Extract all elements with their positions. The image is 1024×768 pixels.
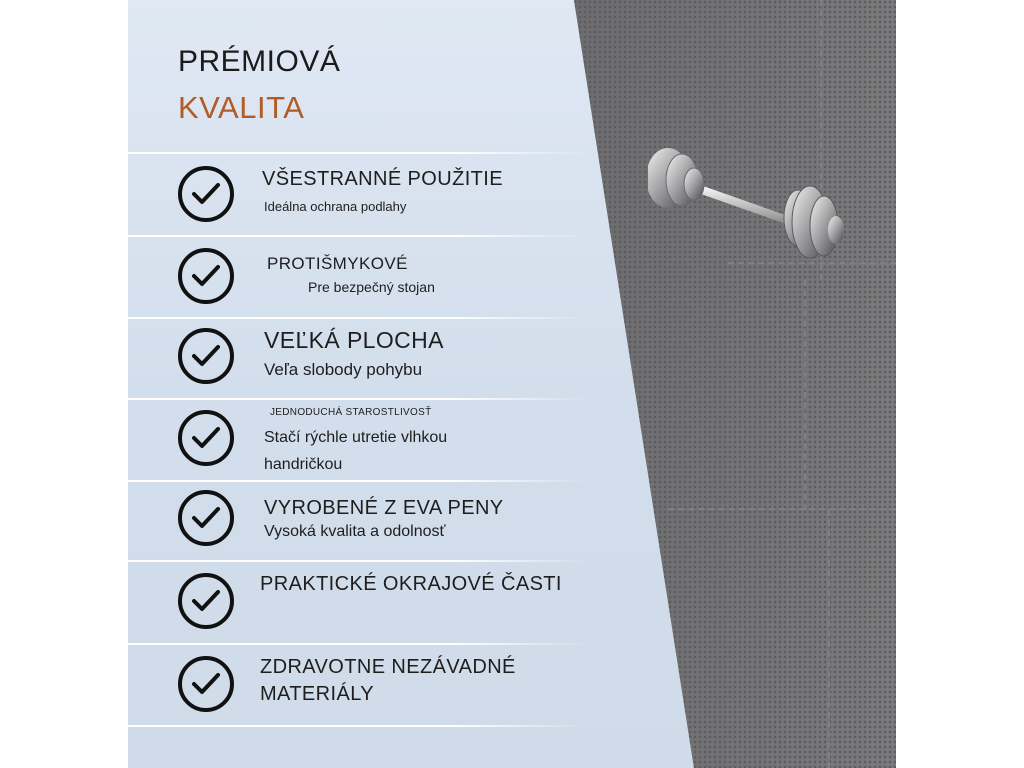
title-line-2: KVALITA	[178, 90, 305, 125]
check-circle-icon	[178, 410, 234, 466]
mat-seam	[668, 508, 896, 510]
feature-subtext: Stačí rýchle utretie vlhkou	[264, 429, 448, 446]
check-circle-icon	[178, 166, 234, 222]
divider	[128, 480, 588, 482]
feature-subtext: Ideálna ochrana podlahy	[264, 199, 407, 214]
dumbbell-image	[648, 138, 848, 268]
feature-subtext: Veľa slobody pohybu	[264, 360, 423, 379]
check-circle-icon	[178, 248, 234, 304]
divider	[128, 725, 588, 727]
check-circle-icon	[178, 328, 234, 384]
divider	[128, 317, 588, 319]
feature-heading: PROTIŠMYKOVÉ	[267, 254, 408, 273]
divider	[128, 152, 588, 154]
divider	[128, 398, 588, 400]
feature-subtext: Vysoká kvalita a odolnosť	[264, 523, 446, 540]
check-circle-icon	[178, 656, 234, 712]
mat-seam	[804, 280, 806, 510]
divider	[128, 560, 588, 562]
feature-heading-line-2: MATERIÁLY	[260, 683, 374, 705]
check-circle-icon	[178, 490, 234, 546]
feature-heading: VYROBENÉ Z EVA PENY	[264, 497, 504, 519]
mat-seam	[828, 510, 830, 768]
divider	[128, 235, 588, 237]
feature-heading: ZDRAVOTNE NEZÁVADNÉ	[260, 656, 516, 678]
feature-heading: PRAKTICKÉ OKRAJOVÉ ČASTI	[260, 573, 562, 595]
feature-heading: VŠESTRANNÉ POUŽITIE	[262, 168, 503, 190]
feature-subtext: Pre bezpečný stojan	[308, 279, 435, 295]
feature-heading: VEĽKÁ PLOCHA	[264, 327, 444, 353]
feature-heading: JEDNODUCHÁ STAROSTLIVOSŤ	[270, 407, 432, 418]
feature-subtext-line-2: handričkou	[264, 456, 343, 473]
title-line-1: PRÉMIOVÁ	[178, 45, 341, 78]
divider	[128, 643, 588, 645]
product-infographic	[128, 0, 896, 768]
check-circle-icon	[178, 573, 234, 629]
